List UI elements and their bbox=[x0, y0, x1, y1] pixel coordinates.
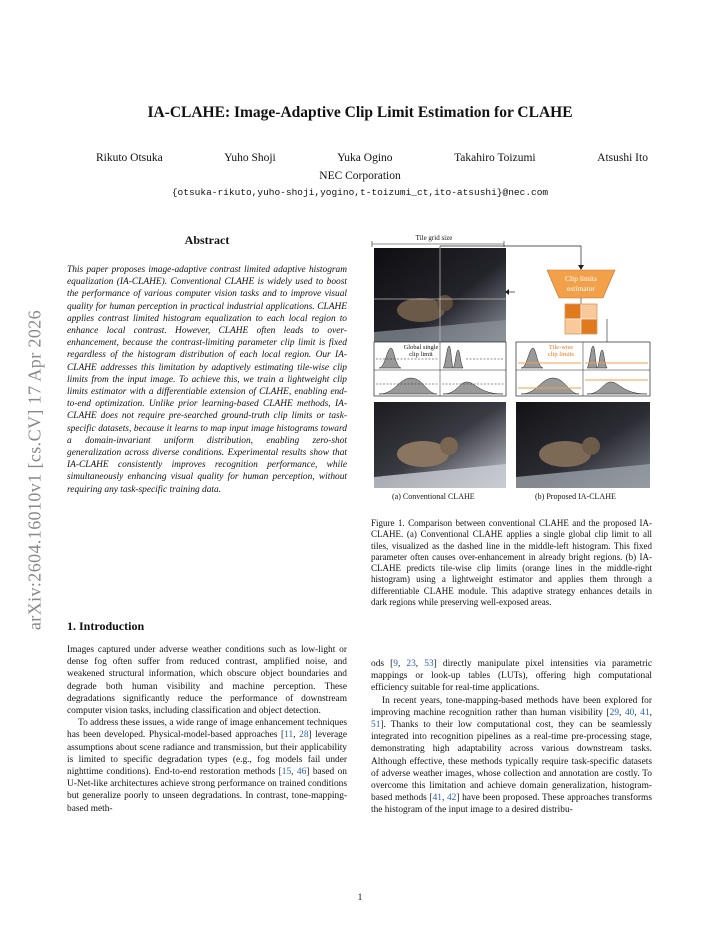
affiliation: NEC Corporation bbox=[319, 170, 401, 182]
citation-link[interactable]: 53 bbox=[424, 659, 434, 669]
abstract-text: This paper proposes image-adaptive contrast limited adaptive histogram equalization (IA-CLAHE). Conventional CLAHE is widely used to boost the performance of various computer vision tasks and to improve visual quality for human perception in practical industrial applications. CLAHE applies contrast limited histogram equalization to each local region to enhance local contrast. However, CLAHE often leads to over-enhancement, because the contrast-limiting parameter clip limit is fixed regardless of the histogram distribution of each local region. Our IA-CLAHE addresses this limitation by adaptively estimating tile-wise clip limits from the input image. To achieve this, we train a lightweight clip limits estimator with a differentiable extension of CLAHE, enabling end-to-end optimization. Unlike prior learning-based CLAHE methods, IA-CLAHE does not require pre-searched ground-truth clip limits or task-specific datasets, because it learns to map input image histograms toward a domain-invariant uniform distribution, enabling zero-shot generalization across diverse conditions. Experimental results show that IA-CLAHE consistently improves recognition performance, while simultaneously enhancing visual quality for human perception, without requiring any task-specific training data. bbox=[67, 265, 347, 495]
page-number: 1 bbox=[357, 893, 363, 903]
svg-text:clip limits: clip limits bbox=[547, 351, 575, 358]
citation-link[interactable]: 15 bbox=[281, 767, 292, 778]
histogram-tilewise bbox=[516, 342, 650, 396]
citation-link[interactable]: 41 bbox=[432, 793, 442, 804]
arxiv-id: arXiv:2604.16010v1 [cs.CV] 17 Apr 2026 bbox=[24, 309, 45, 631]
figure-1-diagram bbox=[371, 232, 652, 492]
svg-text:clip limit: clip limit bbox=[409, 351, 433, 358]
abstract-heading: Abstract bbox=[184, 233, 230, 247]
intro-paragraph-1: Images captured under adverse weather conditions such as low-light or dense fog often suffer from reduced contrast, amplified noise, and weakened structural information, which obscure object boundaries and degrade both human visibility and machine perception. These degradations significantly reduce the performance of downstream computer vision tasks, including classification and object detection. bbox=[67, 645, 347, 717]
output-image-proposed bbox=[516, 402, 650, 488]
citation-link[interactable]: 9 bbox=[393, 659, 398, 669]
input-image bbox=[374, 248, 506, 351]
citation-link[interactable]: 42 bbox=[446, 793, 457, 804]
citation-link[interactable]: 46 bbox=[296, 767, 307, 778]
output-image-conventional bbox=[374, 402, 506, 488]
intro-left-column bbox=[67, 644, 347, 815]
svg-text:Tile-wise: Tile-wise bbox=[548, 344, 574, 351]
intro-paragraph-4: In recent years, tone-mapping-based methods have been explored for improving machine recognition rather than human visibility [29, 40, 41, 51]. Thanks to their low computational cost, they can be seamlessly integrated into recognition pipelines as a real-time pre-processing stage, demonstrating high adaptability across various downstream tasks. Although effective, these methods typically require task-specific datasets of adverse weather images, whose collection and annotation are costly. To overcome this limitation and achieve domain generalization, histogram-based methods [41, 42] have been proposed. These approaches transforms the histogram of the input image to a desired distribu- bbox=[371, 695, 652, 816]
citation-link[interactable]: 51 bbox=[371, 720, 381, 731]
tile-grid-label: Tile grid size bbox=[415, 234, 453, 242]
svg-text:estimator: estimator bbox=[567, 284, 595, 293]
author-4: Takahiro Toizumi bbox=[454, 152, 536, 164]
subfigure-b-label: (b) Proposed IA-CLAHE bbox=[535, 492, 616, 501]
citation-link[interactable]: 23 bbox=[406, 659, 416, 669]
figure-1-caption: Figure 1. Comparison between conventional CLAHE and the proposed IA-CLAHE. (a) Conventional CLAHE applies a single global clip limit to all tiles, visualized as the dashed line in the middle-left histogram. This fixed parameter often causes over-enhancement in already bright regions. (b) IA-CLAHE predicts tile-wise clip limits (orange lines in the middle-right histogram) using a lightweight estimator and applies them through a differentiable CLAHE module. This adaptive strategy enhances details in dark regions while preserving well-exposed areas. bbox=[371, 518, 652, 608]
citation-link[interactable]: 41 bbox=[640, 707, 650, 718]
section-heading-introduction: 1. Introduction bbox=[67, 619, 145, 633]
author-1: Rikuto Otsuka bbox=[96, 152, 163, 164]
author-3: Yuka Ogino bbox=[337, 152, 393, 164]
subfigure-a-label: (a) Conventional CLAHE bbox=[392, 492, 475, 501]
citation-link[interactable]: 28 bbox=[299, 730, 309, 741]
figure-1 bbox=[371, 232, 652, 504]
svg-text:Clip limits: Clip limits bbox=[565, 274, 597, 283]
clip-limits-estimator bbox=[547, 270, 615, 298]
citation-link[interactable]: 40 bbox=[624, 707, 635, 718]
tile-clip-grid bbox=[565, 304, 597, 334]
intro-right-column bbox=[371, 658, 652, 817]
intro-paragraph-3: ods [9, 23, 53] directly manipulate pixel intensities via parametric mappings or look-up tables (LUTs), offering high computational efficiency suitable for real-time applications. bbox=[371, 659, 653, 694]
histogram-global bbox=[374, 342, 506, 396]
author-emails: {otsuka-rikuto,yuho-shoji,yogino,t-toizumi_ct,ito-atsushi}@nec.com bbox=[171, 187, 549, 198]
svg-text:Global single: Global single bbox=[403, 344, 439, 351]
author-list bbox=[96, 152, 648, 164]
author-2: Yuho Shoji bbox=[224, 152, 276, 164]
citation-link[interactable]: 29 bbox=[609, 707, 620, 718]
arxiv-stamp bbox=[20, 260, 50, 680]
intro-paragraph-2: To address these issues, a wide range of image enhancement techniques has been developed. Physical-model-based approaches [11, 28] leverage assumptions about scene radiance and transmission, but their applicability is limited to specific degradation types (e.g., fog models fail under nighttime conditions). End-to-end restoration methods [15, 46] based on U-Net-like architectures achieve strong performance on trained conditions but generalize poorly to unseen degradations. In contrast, tone-mapping-based meth- bbox=[67, 718, 347, 814]
author-5: Atsushi Ito bbox=[597, 152, 648, 164]
citation-link[interactable]: 11 bbox=[284, 730, 294, 741]
paper-title: IA-CLAHE: Image-Adaptive Clip Limit Estimation for CLAHE bbox=[147, 104, 573, 121]
